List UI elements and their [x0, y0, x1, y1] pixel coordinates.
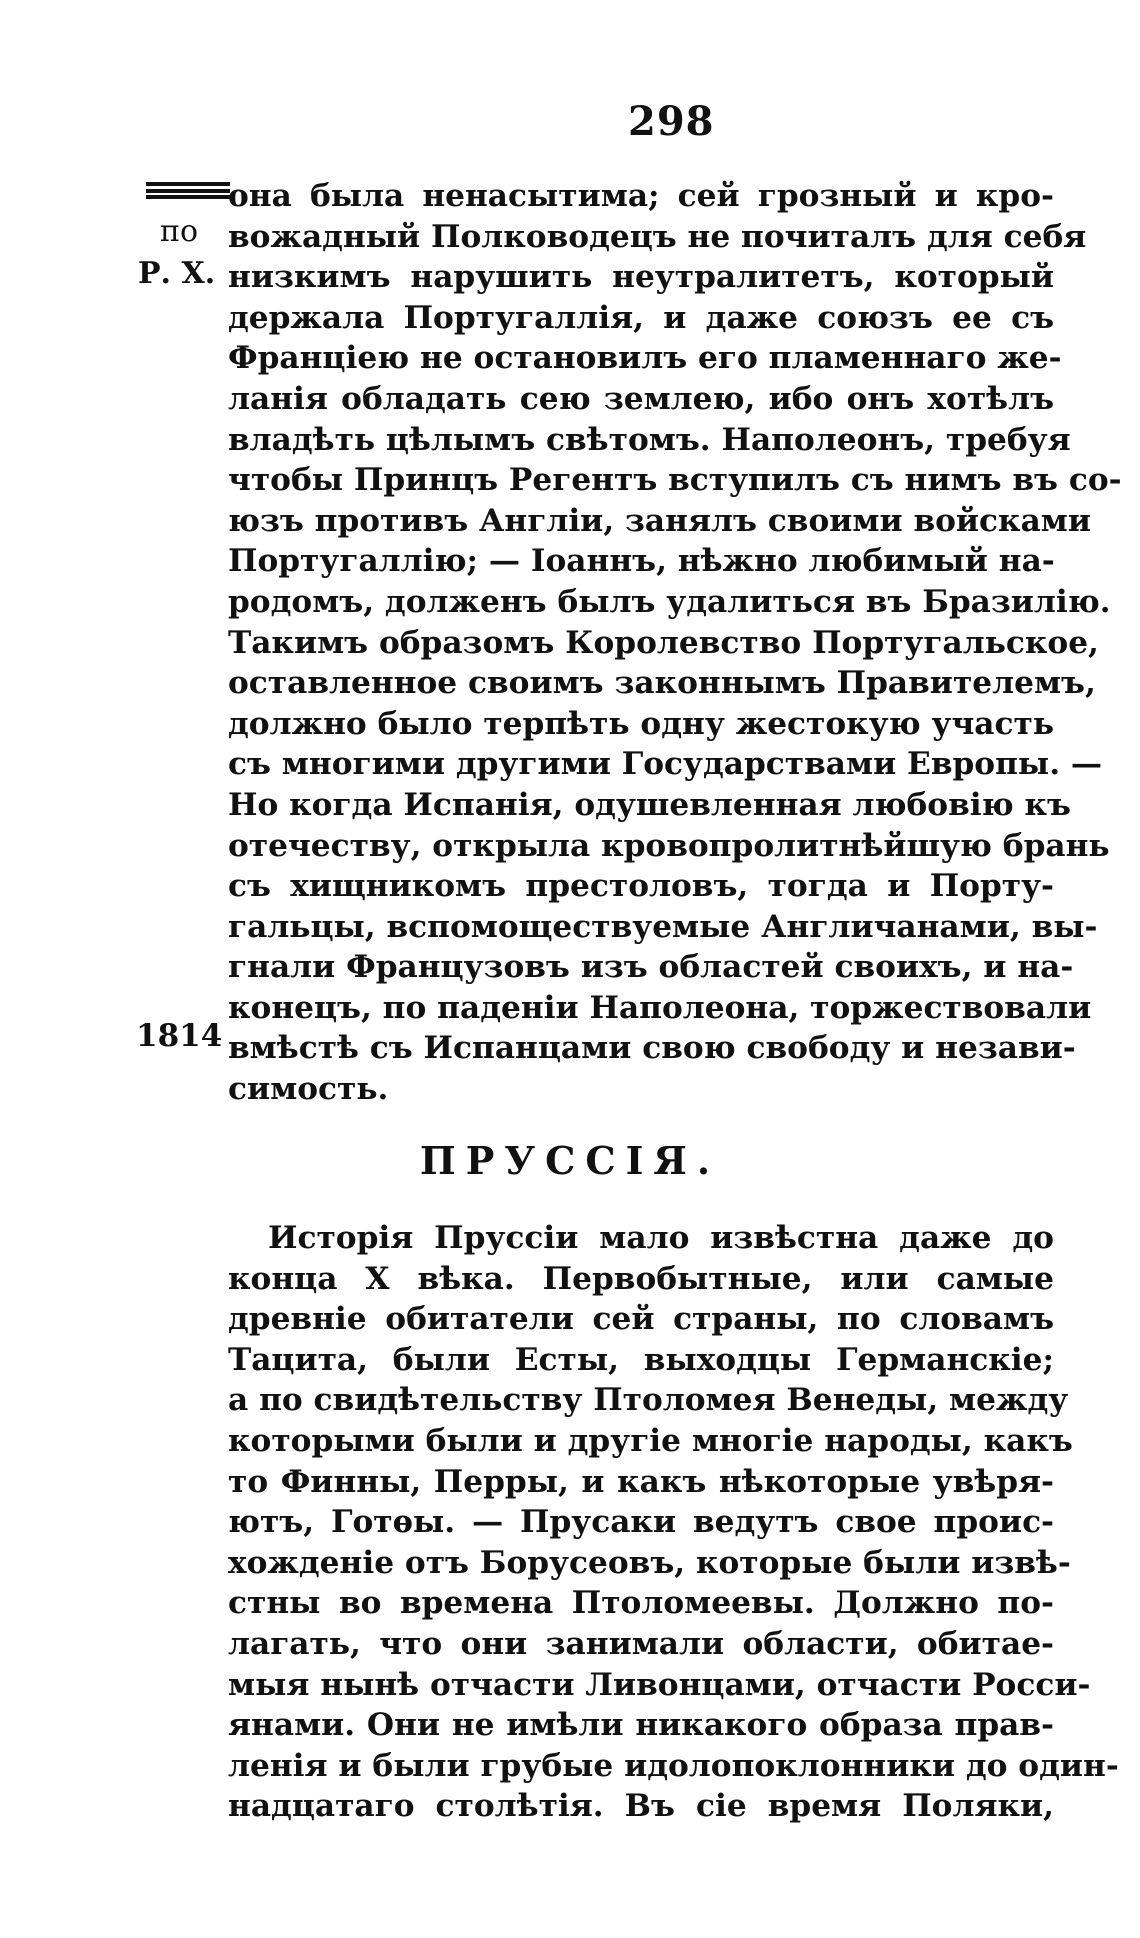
text-line: хожденіе отъ Борусеовъ, которые были извѣ- — [228, 1544, 1071, 1581]
text-line: должно было терпѣть одну жестокую участь — [228, 705, 1054, 742]
text-line: гальцы, вспомоществуемые Англичанами, вы- — [228, 908, 1098, 945]
margin-note-year: 1814 — [136, 1018, 223, 1054]
text-line: то Финны, Перры, и какъ нѣкоторые увѣря- — [228, 1463, 1054, 1500]
text-line: держала Португаллія, и даже союзъ ее съ — [228, 299, 1054, 336]
text-line: древніе обитатели сей страны, по словамъ — [228, 1301, 1054, 1338]
section-rule — [146, 182, 230, 186]
text-line: ютъ, Готѳы. — Прусаки ведутъ свое проис- — [228, 1504, 1054, 1541]
text-line: владѣть цѣлымъ свѣтомъ. Наполеонъ, требуя — [228, 421, 1071, 458]
text-line: ленія и были грубые идолопоклонники до один- — [228, 1747, 1119, 1784]
text-line: съ многими другими Государствами Европы. — — [228, 746, 1103, 783]
text-line: низкимъ нарушить неутралитетъ, который — [228, 259, 1054, 296]
text-line: конецъ, по паденіи Наполеона, торжествовали — [228, 989, 1092, 1026]
text-line: родомъ, долженъ былъ удалиться въ Бразилію. — [228, 583, 1111, 620]
margin-note-po: по — [160, 214, 199, 249]
text-line: которыми были и другіе многіе народы, какъ — [228, 1422, 1073, 1459]
text-line: Португаллію; — Іоаннъ, нѣжно любимый на- — [228, 543, 1055, 580]
text-line: мыя нынѣ отчасти Ливонцами, отчасти Росси- — [228, 1666, 1091, 1703]
text-line: съ хищникомъ престоловъ, тогда и Порту- — [228, 868, 1054, 905]
text-line: конца X вѣка. Первобытные, или самые — [228, 1260, 1054, 1297]
text-line: Исторія Пруссіи мало извѣстна даже до — [268, 1220, 1054, 1256]
paragraph-portugal — [228, 176, 1122, 1110]
text-line: ланія обладать сею землею, ибо онъ хотѣлъ — [228, 380, 1054, 417]
text-line: лагать, что они занимали области, обитае- — [228, 1625, 1054, 1662]
margin-note-rh: Р. Х. — [138, 256, 216, 291]
text-line: вожадный Полководецъ не почиталъ для себя — [228, 218, 1087, 255]
text-line: отечеству, открыла кровопролитнѣйшую брань — [228, 827, 1110, 864]
text-line: Франціею не остановилъ его пламеннаго же- — [228, 340, 1062, 377]
text-line: вмѣстѣ съ Испанцами свою свободу и незави- — [228, 1030, 1076, 1067]
text-line: Но когда Испанія, одушевленная любовію къ — [228, 786, 1071, 823]
text-line: стны во времена Птоломеевы. Должно по- — [228, 1585, 1054, 1622]
text-line: гнали Французовъ изъ областей своихъ, и на- — [228, 949, 1074, 986]
text-line: надцатаго столѣтія. Въ сіе время Поляки, — [228, 1788, 1054, 1825]
text-line: чтобы Принцъ Регентъ вступилъ съ нимъ въ со- — [228, 462, 1122, 499]
text-line: а по свидѣтельству Птоломея Венеды, между — [228, 1382, 1069, 1419]
text-line: она была ненасытима; сей грозный и кро- — [228, 178, 1054, 214]
text-line: симость. — [228, 1071, 389, 1108]
text-line: янами. Они не имѣли никакого образа прав- — [228, 1707, 1054, 1744]
text-line: оставленное своимъ законнымъ Правителемъ, — [228, 665, 1096, 702]
paragraph-prussia — [228, 1218, 1119, 1827]
text-line: Такимъ образомъ Королевство Португальское, — [228, 624, 1099, 661]
text-line: юзъ противъ Англіи, занялъ своими войсками — [228, 502, 1092, 539]
text-line: Тацита, были Есты, выходцы Германскіе; — [228, 1341, 1054, 1378]
section-title: ПРУССІЯ. — [419, 1138, 721, 1183]
page-number: 298 — [628, 98, 715, 145]
